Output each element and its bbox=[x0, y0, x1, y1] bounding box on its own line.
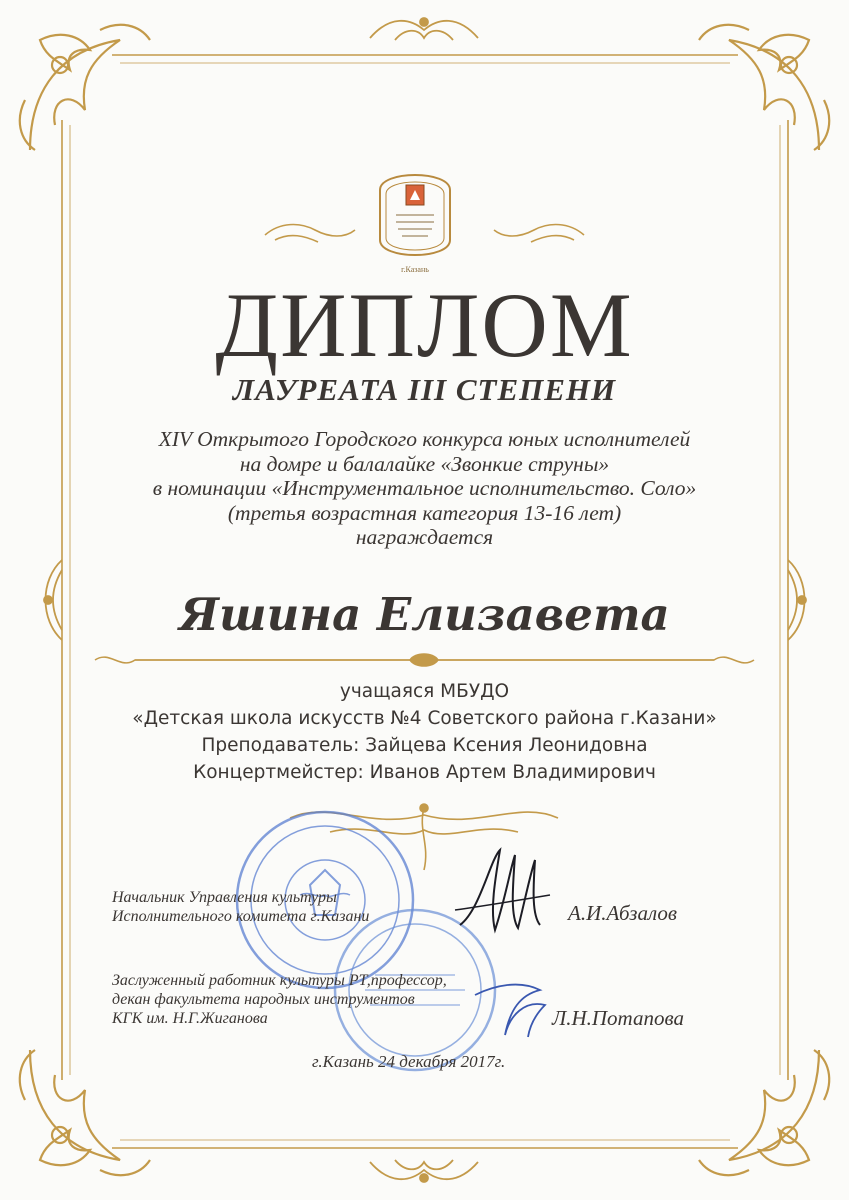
signatory-title-line: КГК им. Н.Г.Жиганова bbox=[112, 1010, 268, 1027]
contest-line: в номинации «Инструментальное исполнительство. Соло» bbox=[152, 476, 697, 500]
signatory-title-line: Начальник Управления культуры bbox=[112, 889, 337, 906]
signatory-title-line: декан факультета народных инструментов bbox=[112, 991, 415, 1008]
diploma-degree: ЛАУРЕАТА III СТЕПЕНИ bbox=[232, 372, 617, 407]
contest-description bbox=[0, 427, 849, 550]
signatory-2-title bbox=[112, 971, 447, 1028]
contest-line: на домре и балалайке «Звонкие струны» bbox=[239, 451, 610, 476]
logo bbox=[360, 160, 470, 280]
signatory-1-name: А.И.Абзалов bbox=[568, 901, 678, 925]
corner-ornament-top-right bbox=[699, 25, 829, 150]
logo-caption: г.Казань bbox=[401, 265, 429, 274]
detail-line: Преподаватель: Зайцева Ксения Леонидовна bbox=[201, 735, 648, 756]
top-center-flourish bbox=[370, 18, 478, 40]
signatory-title-line: Исполнительного комитета г.Казани bbox=[112, 908, 370, 925]
signatory-1-title bbox=[112, 888, 369, 926]
place-date: г.Казань 24 декабря 2017г. bbox=[312, 1052, 506, 1071]
contest-line: (третья возрастная категория 13-16 лет) bbox=[227, 500, 622, 525]
bottom-center-flourish bbox=[370, 1160, 478, 1182]
contest-line: XIV Открытого Городского конкурса юных исполнителей bbox=[158, 427, 691, 451]
contest-line: награждается bbox=[355, 525, 494, 549]
name-divider bbox=[95, 654, 754, 666]
logo-right-flourish bbox=[494, 225, 584, 242]
recipient-details bbox=[0, 678, 849, 786]
emblem-icon bbox=[360, 160, 470, 270]
corner-ornament-bottom-right bbox=[699, 1050, 829, 1175]
recipient-name: Яшина Елизавета bbox=[179, 588, 670, 641]
detail-line: Концертмейстер: Иванов Артем Владимирович bbox=[193, 762, 656, 783]
signatory-2-name: Л.Н.Потапова bbox=[552, 1006, 684, 1030]
signature-2 bbox=[470, 975, 560, 1045]
detail-line: «Детская школа искусств №4 Советского района г.Казани» bbox=[132, 708, 717, 729]
diploma-title: ДИПЛОМ bbox=[215, 274, 634, 376]
corner-ornament-top-left bbox=[20, 25, 150, 150]
detail-line: учащаяся МБУДО bbox=[339, 681, 510, 702]
signatory-title-line: Заслуженный работник культуры РТ,профессор, bbox=[112, 972, 447, 989]
signature-1 bbox=[450, 840, 560, 940]
logo-left-flourish bbox=[265, 225, 355, 242]
corner-ornament-bottom-left bbox=[20, 1050, 150, 1175]
